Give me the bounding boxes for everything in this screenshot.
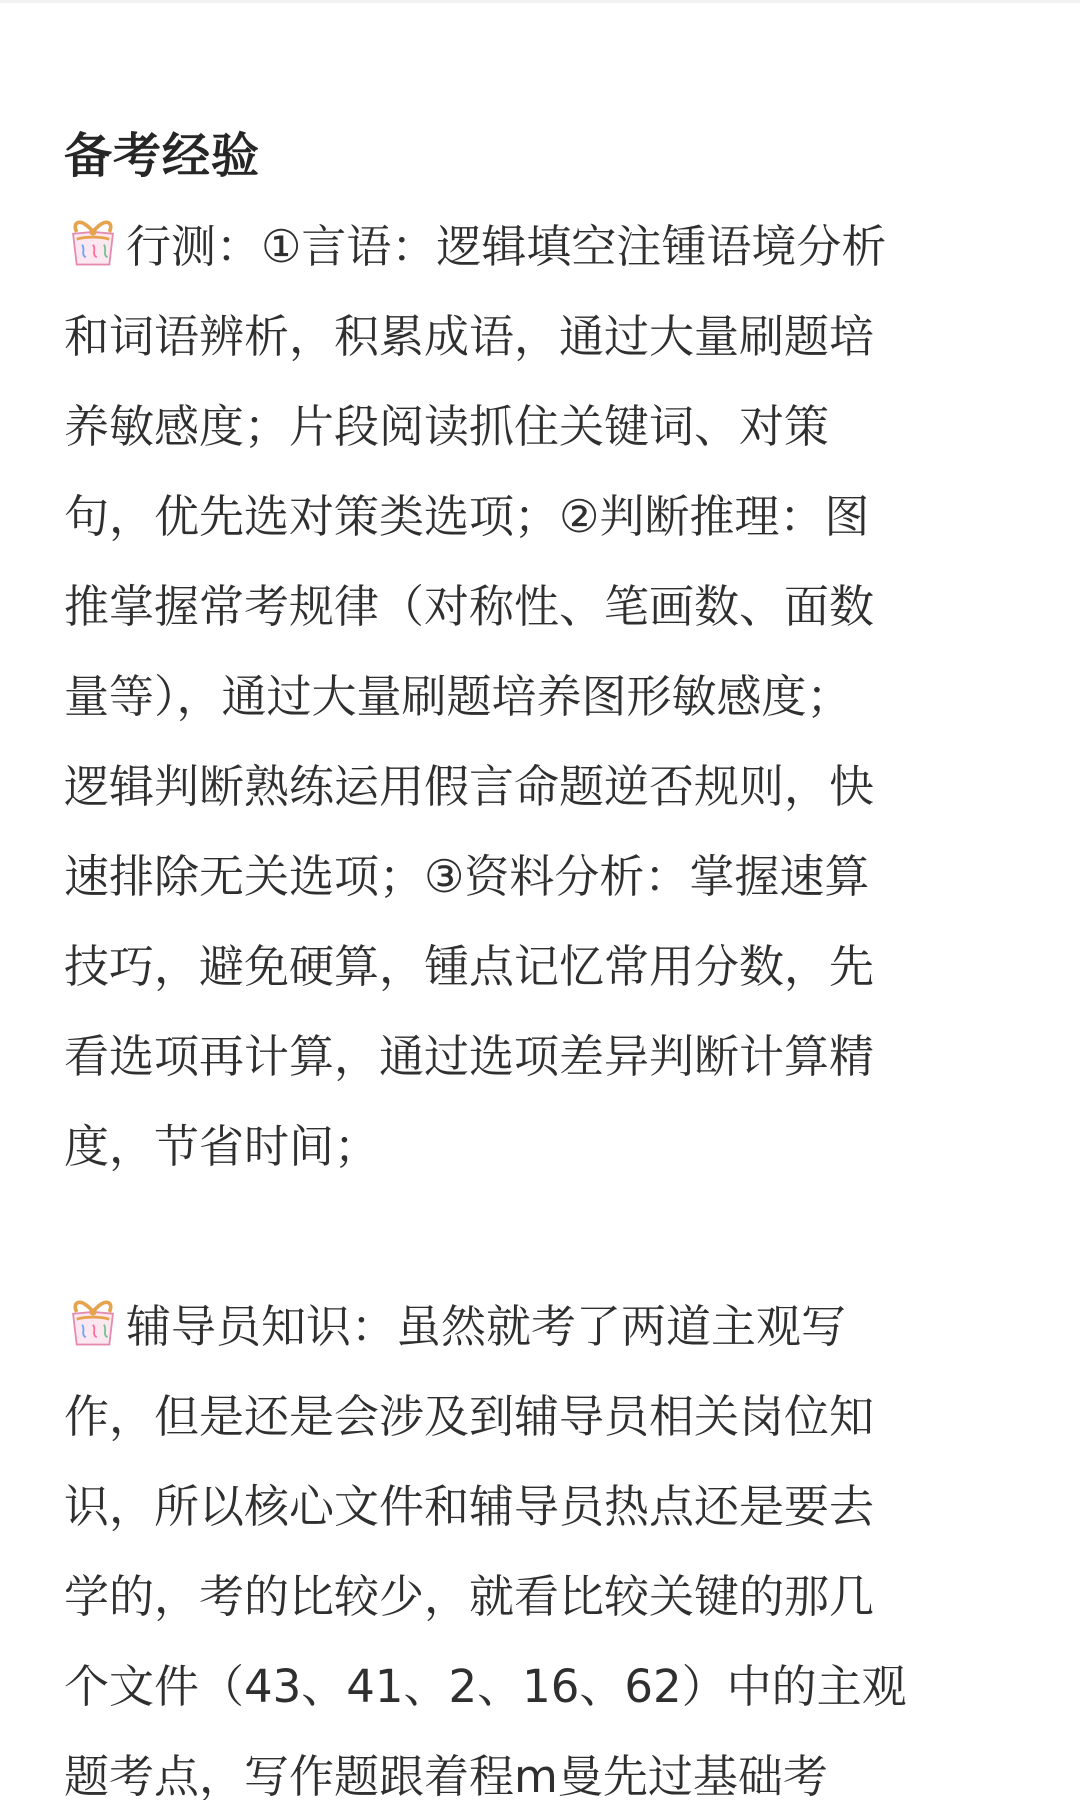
paragraph-line: 识，所以核心文件和辅导员热点还是要去: [64, 1480, 875, 1533]
paragraph-line-text: 辅导员知识：虽然就考了两道主观写: [126, 1300, 847, 1353]
paragraph-line-text: 行测：①言语：逻辑填空注锺语境分析: [126, 220, 887, 273]
paragraph-line: 技巧，避免硬算，锺点记忆常用分数，先: [64, 940, 875, 993]
paragraph-line: 和词语辨析，积累成语，通过大量刷题培: [64, 310, 875, 363]
paragraph-line: 速排除无关选项；③资料分析：掌握速算: [64, 850, 870, 903]
gift-icon: [64, 1292, 122, 1350]
paragraph-line: 量等），通过大量刷题培养图形敏感度；: [64, 670, 852, 723]
section-fudaoyuan: [64, 1282, 1014, 1800]
paragraph-line: 推掌握常考规律（对称性、笔画数、面数: [64, 580, 875, 633]
paragraph-line: [64, 202, 1014, 292]
paragraph-line: [64, 1282, 1014, 1372]
paragraph-line: 个文件（43、41、2、16、62）中的主观: [64, 1660, 907, 1713]
section-xingce: [64, 202, 1014, 1192]
top-divider: [0, 0, 1080, 3]
post-title: 备考经验: [64, 128, 261, 184]
paragraph-line: 学的，考的比较少，就看比较关键的那几: [64, 1570, 875, 1623]
paragraph-line: 作，但是还是会涉及到辅导员相关岗位知: [64, 1390, 875, 1443]
gift-icon: [64, 212, 122, 270]
post-content: [64, 110, 1014, 1800]
paragraph-line: 看选项再计算，通过选项差异判断计算精: [64, 1030, 875, 1083]
paragraph-line: 题考点，写作题跟着程m曼先过基础考: [64, 1750, 828, 1800]
paragraph-line: 度，节省时间；: [64, 1120, 380, 1173]
paragraph-line: 句，优先选对策类选项；②判断推理：图: [64, 490, 870, 543]
paragraph-gap: [64, 1192, 1014, 1282]
paragraph-line: 养敏感度；片段阅读抓住关键词、对策: [64, 400, 830, 453]
paragraph-line: 逻辑判断熟练运用假言命题逆否规则，快: [64, 760, 875, 813]
